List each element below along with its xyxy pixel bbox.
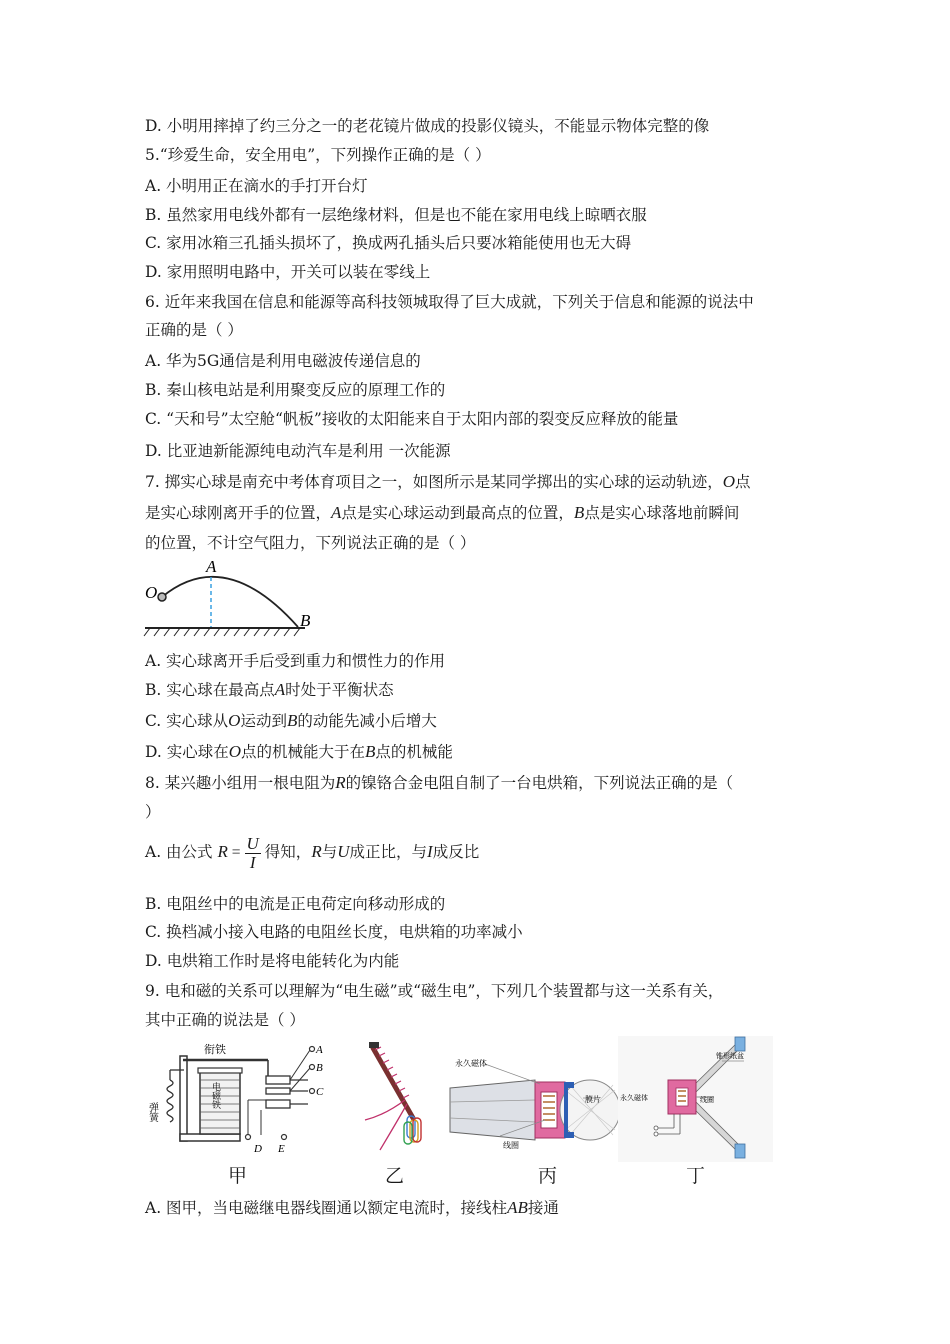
q5-option-c: C. 家用冰箱三孔插头损坏了，换成两孔插头后只要冰箱能使用也无大碍 bbox=[145, 234, 632, 252]
q9-stem-line1: 9. 电和磁的关系可以理解为“电生磁”或“磁生电”，下列几个装置都与这一关系有关， bbox=[145, 982, 724, 1000]
q6-option-a: A. 华为5G通信是利用电磁波传递信息的 bbox=[145, 352, 421, 370]
spring-coil bbox=[167, 1080, 173, 1122]
q9-figure-ding-speaker bbox=[618, 1036, 773, 1162]
q6-option-b: B. 秦山核电站是利用聚变反应的原理工作的 bbox=[145, 381, 446, 399]
q6-stem-line2: 正确的是（ ） bbox=[145, 321, 243, 339]
q9-figure-jia-relay bbox=[148, 1040, 333, 1160]
label-C: C bbox=[316, 1086, 324, 1098]
label-a: A bbox=[206, 557, 217, 576]
q8-stem-line2: ） bbox=[145, 803, 161, 821]
label-electromagnet: 电磁铁 bbox=[210, 1082, 220, 1109]
label-A: A bbox=[316, 1044, 323, 1056]
q8-option-b: B. 电阻丝中的电流是正电荷定向移动形成的 bbox=[145, 895, 446, 913]
q7-stem-line2: 是实心球刚离开手的位置，A点是实心球运动到最高点的位置，B点是实心球落地前瞬间 bbox=[145, 503, 740, 522]
coil-wire bbox=[375, 1047, 409, 1098]
mic-handle bbox=[450, 1080, 535, 1140]
q5-option-b: B. 虽然家用电线外都有一层绝缘材料，但是也不能在家用电线上晾晒衣服 bbox=[145, 206, 647, 224]
ground-hatching bbox=[144, 628, 300, 636]
trajectory-curve bbox=[162, 577, 298, 627]
q7-option-b: B. 实心球在最高点A时处于平衡状态 bbox=[145, 680, 394, 699]
relay-base-horizontal bbox=[180, 1134, 240, 1141]
label-permanent-magnet: 永久磁体 bbox=[455, 1059, 487, 1068]
q6-option-d: D. 比亚迪新能源纯电动汽车是利用 一次能源 bbox=[145, 442, 451, 460]
label-b: B bbox=[300, 611, 311, 630]
label-o: O bbox=[145, 583, 158, 602]
caption-ding: 丁 bbox=[686, 1165, 706, 1187]
label-coil: 线圈 bbox=[700, 1096, 714, 1104]
q7-option-a: A. 实心球离开手后受到重力和惯性力的作用 bbox=[145, 652, 446, 670]
q7-stem-line3: 的位置，不计空气阻力，下列说法正确的是（ ） bbox=[145, 534, 476, 552]
ball bbox=[158, 593, 166, 601]
q8-option-d: D. 电烘箱工作时是将电能转化为内能 bbox=[145, 952, 400, 970]
label-E: E bbox=[278, 1143, 285, 1155]
q7-option-d: D. 实心球在O点的机械能大于在B点的机械能 bbox=[145, 742, 453, 761]
contact-arm bbox=[266, 1076, 290, 1084]
label-permanent-magnet: 永久磁体 bbox=[620, 1094, 648, 1102]
q5-option-d: D. 家用照明电路中，开关可以装在零线上 bbox=[145, 263, 431, 281]
caption-jia: 甲 bbox=[228, 1165, 248, 1187]
q6-option-c: C. “天和号”太空舱“帆板”接收的太阳能来自于太阳内部的裂变反应释放的能量 bbox=[145, 410, 679, 428]
label-spring: 弹簧 bbox=[146, 1102, 158, 1122]
relay-base-vertical bbox=[180, 1056, 187, 1141]
q4-option-d: D. 小明用摔掉了约三分之一的老花镜片做成的投影仪镜头，不能显示物体完整的像 bbox=[145, 117, 710, 135]
q9-option-a: A. 图甲，当电磁继电器线圈通以额定电流时，接线柱AB接通 bbox=[145, 1198, 559, 1217]
label-armature: 衔铁 bbox=[204, 1043, 226, 1056]
cone-top-cap bbox=[735, 1037, 745, 1051]
q7-stem-line1: 7. 掷实心球是南充中考体育项目之一，如图所示是某同学掷出的实心球的运动轨迹，O点 bbox=[145, 472, 751, 491]
formula-fraction: $\frac{U}{I}$ bbox=[246, 833, 259, 872]
label-cone: 锥形纸盆 bbox=[716, 1052, 744, 1060]
q5-stem: 5.“珍爱生命，安全用电”，下列操作正确的是（ ） bbox=[145, 146, 491, 164]
q8-option-c: C. 换档减小接入电路的电阻丝长度，电烘箱的功率减小 bbox=[145, 923, 523, 941]
q8-stem-line1: 8. 某兴趣小组用一根电阻为R的镍铬合金电阻自制了一台电烘箱，下列说法正确的是（ bbox=[145, 773, 734, 792]
q9-stem-line2: 其中正确的说法是（ ） bbox=[145, 1011, 305, 1029]
label-diaphragm: 膜片 bbox=[585, 1095, 601, 1104]
q6-stem-line1: 6. 近年来我国在信息和能源等高科技领城取得了巨大成就，下列关于信息和能源的说法中 bbox=[145, 293, 754, 311]
caption-bing: 丙 bbox=[538, 1165, 558, 1187]
label-D: D bbox=[254, 1143, 262, 1155]
label-B: B bbox=[316, 1062, 323, 1074]
q7-option-c: C. 实心球从O运动到B的动能先减小后增大 bbox=[145, 711, 437, 730]
q7-trajectory-figure bbox=[140, 555, 320, 640]
label-coil: 线圈 bbox=[503, 1141, 519, 1150]
q8-option-a: A. 由公式 R = $\frac{U}{I}$ 得知，R与U成正比，与I成反比 bbox=[145, 833, 480, 872]
diaphragm bbox=[564, 1082, 568, 1138]
q9-figure-yi-electromagnet bbox=[355, 1040, 435, 1160]
q9-figure-bing-microphone bbox=[445, 1040, 620, 1160]
electromagnet-coil bbox=[200, 1072, 240, 1134]
q5-option-a: A. 小明用正在滴水的手打开台灯 bbox=[145, 177, 368, 195]
cone-bottom-cap bbox=[735, 1144, 745, 1158]
paper-clips bbox=[404, 1116, 421, 1144]
caption-yi: 乙 bbox=[385, 1165, 405, 1187]
